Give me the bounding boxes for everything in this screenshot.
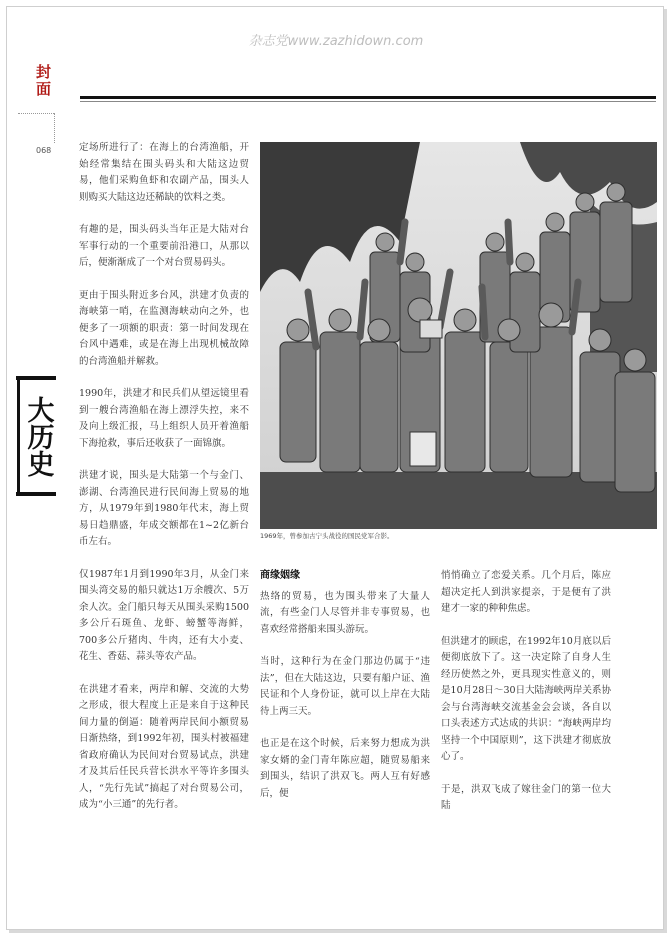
margin-dotted-rule [18,113,54,114]
paragraph: 但洪建才的顾虑，在1992年10月底以后便彻底放下了。这一决定除了自身人生经历使然之外，更具现实性意义的，则是10月28日～30日大陆海峡两岸关系协会与台湾海峡交流基金会会谈，各自以口头表述方式达成的共识：“海峡两岸均坚持一个中国原则”，这下洪建才彻底放心了。 [441,635,611,762]
middle-column [260,568,430,818]
column-title-bottom-bar [16,492,56,496]
paragraph: 更由于围头附近多台风，洪建才负责的海峡第一哨，在监测海峡动向之外，也便多了一项额的职责：第一时间发现在台风中遇难，或是在海上出现机械故障的台湾渔船并解救。 [79,289,249,367]
header-rule [80,96,656,99]
paragraph: 1990年，洪建才和民兵们从望远镜里看到一艘台湾渔船在海上漂浮失控，来不及向上级汇报，马上组织人员开着渔船下海抢救，事后还收获了一面锦旗。 [79,388,249,449]
page-number: 068 [36,146,52,155]
margin-dotted-vertical [54,113,55,143]
column-title [14,376,58,496]
paragraph: 当时，这种行为在金门那边仍属于“违法”，但在大陆这边，只要有船户证、渔民证和个人身份证，就可以上岸在大陆待上两三天。 [260,656,430,717]
paragraph: 也正是在这个时候，后来努力想成为洪家女婿的金门青年陈应超，随贸易船来到围头，结识了洪双飞。两人互有好感后，便 [260,738,430,799]
soldiers-group-photo-illustration [260,142,657,529]
paragraph: 洪建才说，围头是大陆第一个与金门、澎湖、台湾渔民进行民间海上贸易的地方，从1979年到1980年代末，海上贸易日趋鼎盛，年成交额都在1~2亿新台币左右。 [79,470,249,547]
section-label: 封面 [36,63,52,98]
paragraph: 热络的贸易，也为围头带来了大量人流，有些金门人尽管并非专事贸易，也喜欢经常搭船来围头游玩。 [260,590,430,635]
paragraph: 于是，洪双飞成了嫁往金门的第一位大陆 [441,783,611,811]
photo-caption: 1969年，曾参加古宁头战役的国民党军合影。 [260,532,394,540]
right-column [441,568,611,831]
paragraph: 有趣的是，围头码头当年正是大陆对台军事行动的一个重要前沿港口，从那以后，便渐渐成了一个对台贸易码头。 [79,224,249,268]
paragraph: 仅1987年1月到1990年3月，从金门来围头湾交易的船只就达1万余艘次、5万余人次。金门船只每天从围头采购1500多公斤石斑鱼、龙虾、螃蟹等海鲜，700多公斤猪肉、牛肉，还有大小麦、花生、香菇、蒜头等农产品。 [79,568,249,662]
paragraph: 悄悄确立了恋爱关系。几个月后，陈应超决定托人到洪家提亲，于是便有了洪建才一家的种种焦虑。 [441,570,611,614]
left-column [79,140,249,830]
subheading: 商缘姻缘 [260,570,300,581]
historical-photo [260,142,657,529]
column-title-text: 大历史 [17,380,56,492]
paragraph: 定场所进行了：在海上的台湾渔船，开始经常集结在围头码头和大陆这边贸易，他们采购鱼虾和农副产品，围头人则购买大陆这边还稀缺的饮料之类。 [79,142,249,203]
header-rule-thin [80,101,656,102]
paragraph: 在洪建才看来，两岸和解、交流的大势之形成，很大程度上正是来自于这种民间力量的倒逼：随着两岸民间小额贸易日渐热络，到1992年初，围头村被福建省政府确认为民间对台贸易试点，洪建才及其后任民兵营长洪水平等许多围头人，“先行先试”搞起了对台贸易公司，成为“小三通”的先行者。 [79,683,249,810]
watermark: 杂志党www.zazhidown.com [248,34,424,49]
